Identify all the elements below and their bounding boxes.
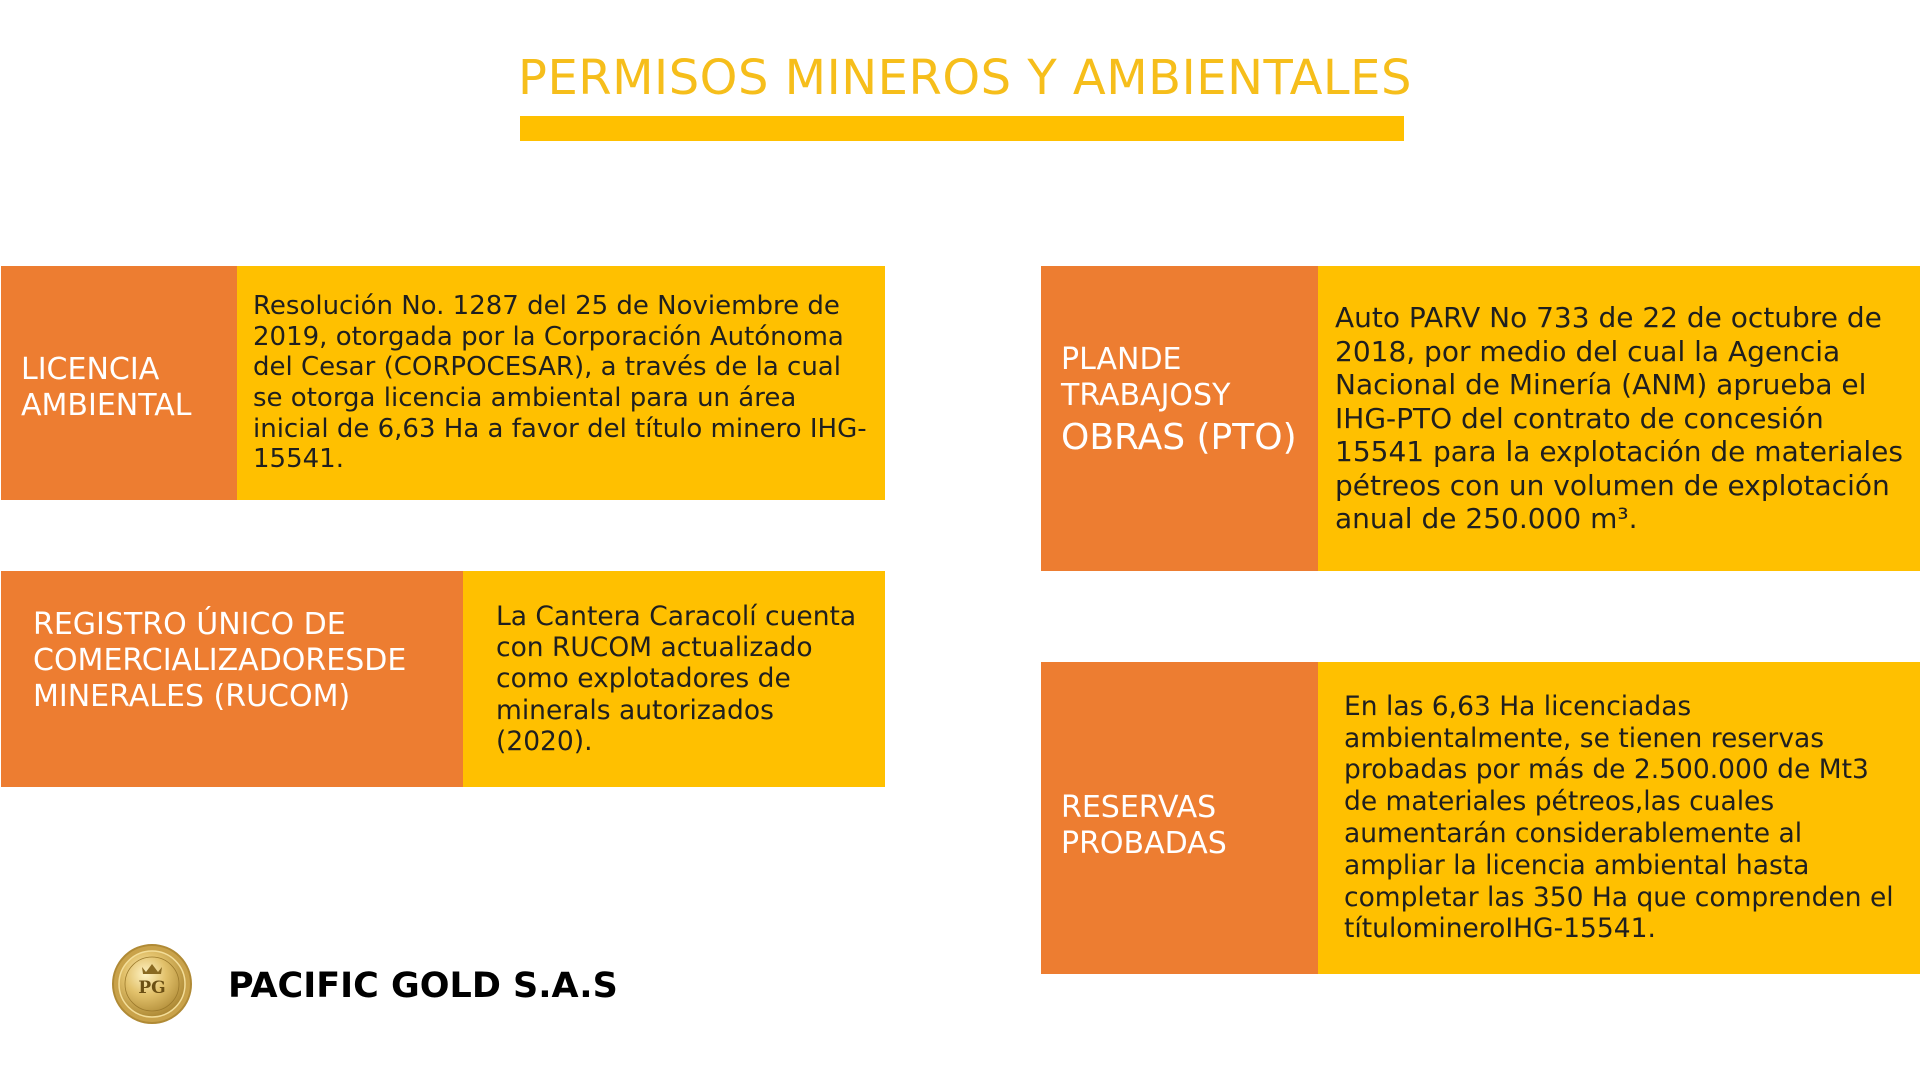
card-label bbox=[1041, 266, 1318, 571]
label-line: PROBADAS bbox=[1061, 826, 1227, 861]
label-line: REGISTRO ÚNICO DE bbox=[33, 607, 346, 642]
card-rucom bbox=[1, 571, 885, 787]
card-body-text: Resolución No. 1287 del 25 de Noviembre de 2019, otorgada por la Corporación Autónoma del Cesar (CORPOCESAR), a través de la cual se otorga licencia ambiental para un área inicial de 6,63 Ha a favor del título minero IHG-15541. bbox=[253, 290, 867, 475]
label-line: OBRAS (PTO) bbox=[1061, 417, 1297, 458]
card-body-text: En las 6,63 Ha licenciadas ambientalmente, se tienen reservas probadas por más de 2.500.000 de Mt3 de materiales pétreos,las cuales aumentarán considerablemente al ampliar la licencia ambiental hasta completar las 350 Ha que comprenden el títulomineroIHG-15541. bbox=[1344, 690, 1894, 945]
title-underline bbox=[520, 116, 1404, 141]
label-line: AMBIENTAL bbox=[21, 388, 192, 423]
card-label bbox=[1, 266, 237, 500]
company-name: PACIFIC GOLD S.A.S bbox=[228, 966, 618, 1006]
card-body-text: La Cantera Caracolí cuenta con RUCOM actualizado como explotadores de minerals autorizados (2020). bbox=[496, 600, 857, 757]
label-line: RESERVAS bbox=[1061, 790, 1217, 825]
card-plan-trabajos-obras bbox=[1041, 266, 1920, 571]
card-body-text: Auto PARV No 733 de 22 de octubre de 2018, por medio del cual la Agencia Nacional de Minería (ANM) aprueba el IHG-PTO del contrato de concesión 15541 para la explotación de materiales pétreos con un volumen de explotación anual de 250.000 m³. bbox=[1335, 300, 1903, 536]
card-body bbox=[237, 266, 885, 500]
card-reservas-probadas bbox=[1041, 662, 1920, 974]
card-body bbox=[1318, 662, 1920, 974]
page-title: PERMISOS MINEROS Y AMBIENTALES bbox=[518, 50, 1412, 106]
card-body bbox=[463, 571, 885, 787]
label-line: TRABAJOSY bbox=[1061, 378, 1231, 413]
label-line: PLANDE bbox=[1061, 342, 1182, 377]
card-label bbox=[1041, 662, 1318, 974]
label-line: LICENCIA bbox=[21, 352, 160, 387]
logo-monogram: PG bbox=[138, 978, 166, 998]
card-body bbox=[1318, 266, 1920, 571]
card-licencia-ambiental bbox=[1, 266, 885, 500]
label-line: MINERALES (RUCOM) bbox=[33, 679, 351, 714]
card-label bbox=[1, 571, 463, 787]
company-logo bbox=[111, 943, 193, 1025]
label-line: COMERCIALIZADORESDE bbox=[33, 643, 407, 678]
